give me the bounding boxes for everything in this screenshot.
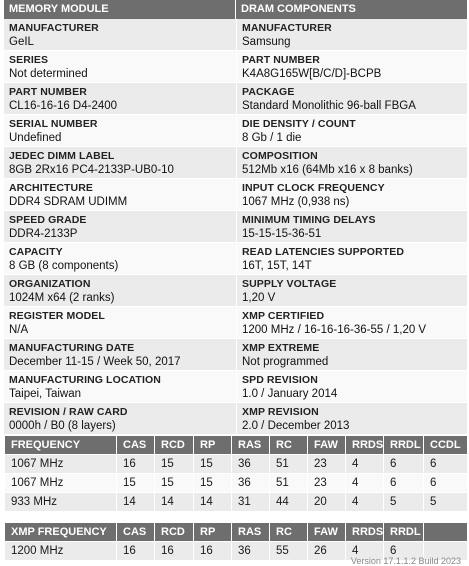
module-spec-cell (4, 179, 236, 211)
spec-label: REGISTER MODEL (9, 310, 105, 322)
spec-value: 2.0 / December 2013 (242, 420, 350, 432)
timing-cell: 23 (308, 455, 346, 474)
timing-cell: 15 (155, 455, 194, 474)
timing-cell: 31 (232, 493, 270, 512)
spec-value: 1200 MHz / 16-16-16-36-55 / 1,20 V (242, 324, 427, 336)
module-spec-cell (4, 83, 236, 115)
spec-value: 1,20 V (242, 292, 276, 304)
timing-column-header: RCD (155, 436, 194, 455)
spec-label: SERIAL NUMBER (9, 118, 98, 130)
spec-value: K4A8G165W[B/C/D]-BCPB (242, 68, 382, 80)
dram-spec-cell (236, 371, 467, 403)
timing-column-header: FAW (308, 523, 346, 542)
timing-column-header: RAS (232, 436, 270, 455)
timing-cell: 16 (155, 542, 194, 561)
timing-column-header: RP (194, 436, 232, 455)
spec-value: 512Mb x16 (64Mb x16 x 8 banks) (242, 164, 413, 176)
spec-value: 1024M x64 (2 ranks) (9, 292, 115, 304)
timing-cell: 6 (424, 455, 468, 474)
timing-cell: 4 (346, 542, 384, 561)
spec-value: 8GB 2Rx16 PC4-2133P-UB0-10 (9, 164, 174, 176)
timing-cell: 6 (424, 474, 468, 493)
spec-value: CL16-16-16 D4-2400 (9, 100, 118, 112)
spec-label: INPUT CLOCK FREQUENCY (242, 182, 385, 194)
spec-value: DDR4 SDRAM UDIMM (9, 196, 128, 208)
section-header (4, 0, 467, 19)
spec-value: December 11-15 / Week 50, 2017 (9, 356, 181, 368)
timing-column-header: RRDL (384, 523, 424, 542)
spec-label: MANUFACTURER (9, 22, 99, 34)
spec-label: SERIES (9, 54, 49, 66)
spec-value: GeIL (9, 36, 34, 48)
module-spec-cell (4, 147, 236, 179)
version-footer: Version 17.1.1.2 Build 2023 (350, 556, 461, 566)
timing-cell: 14 (155, 493, 194, 512)
timing-cell: 5 (384, 493, 424, 512)
spd-report (4, 0, 467, 561)
module-spec-cell (4, 275, 236, 307)
spec-label: PACKAGE (242, 86, 295, 98)
module-spec-cell (4, 243, 236, 275)
spec-label: ARCHITECTURE (9, 182, 94, 194)
timing-row (5, 493, 468, 512)
spec-value: 1067 MHz (0,938 ns) (242, 196, 350, 208)
timing-column-header: RC (270, 436, 308, 455)
spec-label: SUPPLY VOLTAGE (242, 278, 337, 290)
spec-label: SPEED GRADE (9, 214, 87, 226)
timing-row (5, 455, 468, 474)
module-spec-cell (4, 51, 236, 83)
timing-column-header: RRDL (384, 436, 424, 455)
dram-spec-cell (236, 211, 467, 243)
empty-header-cell (424, 523, 468, 542)
timing-column-header: RP (194, 523, 232, 542)
dram-spec-cell (236, 83, 467, 115)
timing-column-header: CAS (117, 523, 155, 542)
timing-cell: 16 (194, 542, 232, 561)
timing-column-header: RCD (155, 523, 194, 542)
timing-row (5, 474, 468, 493)
timing-cell: 14 (194, 493, 232, 512)
timing-cell: 933 MHz (5, 493, 117, 512)
timing-cell: 14 (117, 493, 155, 512)
spec-value: 15-15-15-36-51 (242, 228, 322, 240)
spec-label: MANUFACTURING LOCATION (9, 374, 161, 386)
spec-label: READ LATENCIES SUPPORTED (242, 246, 405, 258)
table-gap (4, 512, 467, 522)
dram-spec-cell (236, 51, 467, 83)
module-spec-cell (4, 307, 236, 339)
timing-column-header: CAS (117, 436, 155, 455)
spec-value: Standard Monolithic 96-ball FBGA (242, 100, 416, 112)
spec-value: Taipei, Taiwan (9, 388, 82, 400)
dram-spec-cell (236, 275, 467, 307)
spec-label: XMP EXTREME (242, 342, 320, 354)
timing-cell: 15 (155, 474, 194, 493)
timing-cell: 55 (270, 542, 308, 561)
timing-column-header: CCDL (424, 436, 468, 455)
timing-column-header: RRDS (346, 523, 384, 542)
timing-cell: 15 (194, 455, 232, 474)
spec-value: N/A (9, 324, 29, 336)
timing-cell: 4 (346, 474, 384, 493)
spec-value: Undefined (9, 132, 62, 144)
spec-value: 8 GB (8 components) (9, 260, 119, 272)
dram-spec-cell (236, 179, 467, 211)
module-spec-cell (4, 19, 236, 51)
timing-cell: 36 (232, 474, 270, 493)
timing-cell: 16 (117, 455, 155, 474)
timing-cell: 51 (270, 474, 308, 493)
timing-header-row (5, 436, 468, 455)
timing-cell: 23 (308, 474, 346, 493)
timing-cell: 15 (194, 474, 232, 493)
timing-column-header: RAS (232, 523, 270, 542)
spec-value: 16T, 15T, 14T (242, 260, 312, 272)
timing-cell: 16 (117, 542, 155, 561)
timing-cell: 1067 MHz (5, 455, 117, 474)
spec-value: DDR4-2133P (9, 228, 78, 240)
spec-label: DIE DENSITY / COUNT (242, 118, 356, 130)
timing-cell: 6 (384, 542, 424, 561)
spec-label: REVISION / RAW CARD (9, 406, 128, 418)
dram-spec-cell (236, 403, 467, 435)
timing-cell: 4 (346, 493, 384, 512)
dram-spec-cell (236, 147, 467, 179)
timing-cell: 4 (346, 455, 384, 474)
spec-value: 1.0 / January 2014 (242, 388, 338, 400)
spec-value: 0000h / B0 (8 layers) (9, 420, 116, 432)
timing-cell: 6 (384, 474, 424, 493)
timing-cell: 36 (232, 455, 270, 474)
spec-label: MINIMUM TIMING DELAYS (242, 214, 376, 226)
dram-spec-cell (236, 115, 467, 147)
spec-label: MANUFACTURING DATE (9, 342, 135, 354)
timing-column-header: FREQUENCY (5, 436, 117, 455)
timing-cell: 26 (308, 542, 346, 561)
memory-module-header: MEMORY MODULE (4, 0, 236, 19)
timing-cell: 1067 MHz (5, 474, 117, 493)
timing-column-header: RRDS (346, 436, 384, 455)
timing-cell: 20 (308, 493, 346, 512)
module-spec-cell (4, 371, 236, 403)
dram-spec-cell (236, 19, 467, 51)
timing-cell: 6 (384, 455, 424, 474)
spec-label: MANUFACTURER (242, 22, 332, 34)
spec-value: Samsung (242, 36, 291, 48)
timing-column-header: RC (270, 523, 308, 542)
module-spec-cell (4, 115, 236, 147)
spec-label: XMP CERTIFIED (242, 310, 325, 322)
spec-label: SPD REVISION (242, 374, 318, 386)
dram-spec-cell (236, 307, 467, 339)
spec-label: XMP REVISION (242, 406, 319, 418)
spec-value: Not determined (9, 68, 88, 80)
dram-spec-cell (236, 339, 467, 371)
spec-rows (4, 19, 467, 435)
spec-label: PART NUMBER (9, 86, 87, 98)
spec-label: PART NUMBER (242, 54, 320, 66)
timing-column-header: XMP FREQUENCY (5, 523, 117, 542)
module-spec-cell (4, 403, 236, 435)
timing-header-row (5, 523, 468, 542)
timing-cell: 15 (117, 474, 155, 493)
spec-value: Not programmed (242, 356, 329, 368)
timing-cell: 51 (270, 455, 308, 474)
timing-cell: 5 (424, 493, 468, 512)
timing-table (4, 435, 468, 512)
timing-cell: 36 (232, 542, 270, 561)
module-spec-cell (4, 339, 236, 371)
spec-label: COMPOSITION (242, 150, 318, 162)
timing-cell: 44 (270, 493, 308, 512)
spec-label: JEDEC DIMM LABEL (9, 150, 115, 162)
dram-components-header: DRAM COMPONENTS (241, 3, 356, 15)
spec-label: ORGANIZATION (9, 278, 91, 290)
timing-cell: 1200 MHz (5, 542, 117, 561)
timing-column-header: FAW (308, 436, 346, 455)
spec-value: 8 Gb / 1 die (242, 132, 302, 144)
module-spec-cell (4, 211, 236, 243)
spec-label: CAPACITY (9, 246, 63, 258)
dram-spec-cell (236, 243, 467, 275)
